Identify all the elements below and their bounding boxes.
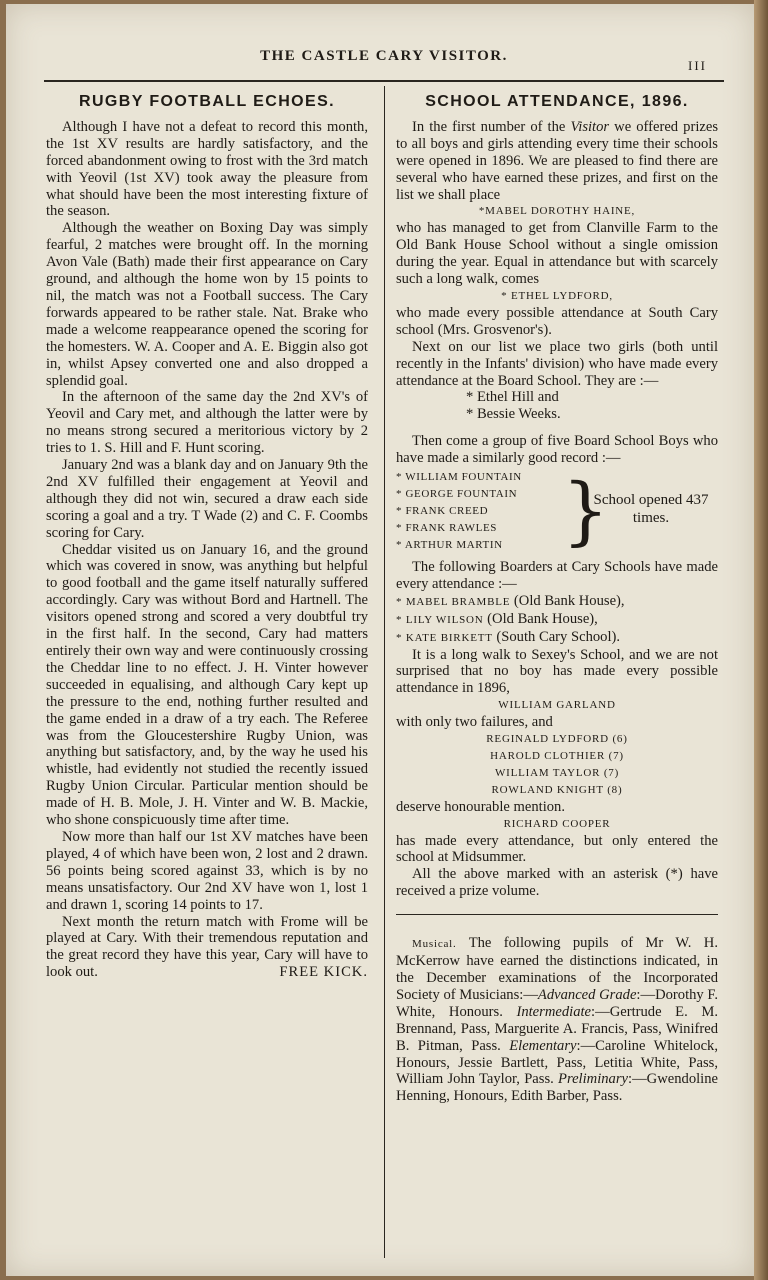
musical-text: :—Dorothy F. White, Honours. — [396, 986, 718, 1020]
school-text-2: who made every possible attendance at South Cary school (Mrs. Grosvenor's). — [396, 304, 718, 338]
rugby-paragraph-6: Now more than half our 1st XV matches have been played, 4 of which have been won, 2 lost and 2 drawn. 56 points being scored against 33, which is by no means unsatisfactory. Our 2nd XV have won 1, lost 1 and drawn 1, scoring 14 points to 17. — [46, 828, 368, 913]
boys-list — [396, 469, 522, 554]
musical-lead: Musical. — [412, 938, 457, 951]
musical-text: :—Gwendoline Henning, Honours, Edith Barber, Pass. — [396, 1071, 718, 1105]
intro-text-2: we offered prizes to all boys and girls attending every time their schools were opened in 1896. We are pleased to find there are several who have earned these prizes, and first on the list we shall place — [396, 118, 719, 203]
boarder-item — [396, 611, 718, 629]
curly-brace-icon: } — [562, 468, 610, 555]
school-column — [396, 90, 718, 1105]
rugby-column — [46, 90, 368, 981]
musical-paragraph — [396, 935, 718, 1105]
name-garland: WILLIAM GARLAND — [498, 699, 616, 712]
boy-item: * ARTHUR MARTIN — [396, 539, 503, 552]
musical-text: :—Gertrude E. M. Brennand, Pass, Marguerite A. Francis, Pass, Winifred B. Pitman, Pass. — [396, 1003, 718, 1054]
school-text-6: It is a long walk to Sexey's School, and we are not surprised that no boy has made every possible attendance in 1896, — [396, 646, 718, 697]
book-edge — [754, 0, 768, 1280]
grade-label: Preliminary — [558, 1071, 629, 1088]
intro-text: In the first number of the — [412, 118, 571, 135]
school-text-9: has made every attendance, but only entered the school at Midsummer. — [396, 832, 718, 866]
grade-label: Intermediate — [516, 1003, 592, 1020]
page-number: III — [688, 58, 707, 73]
mention-item: ROWLAND KNIGHT (8) — [491, 783, 623, 796]
prize-name-haine: *MABEL DOROTHY HAINE, — [478, 205, 636, 218]
boy-item: * WILLIAM FOUNTAIN — [396, 471, 522, 484]
name-cooper: RICHARD COOPER — [503, 817, 611, 830]
girl-ethel-hill: * Ethel Hill and — [466, 389, 559, 406]
boarder-name: * KATE BIRKETT — [396, 631, 493, 644]
boarder-item — [396, 629, 718, 647]
rugby-paragraph-4: January 2nd was a blank day and on January 9th the 2nd XV fulfilled their engagement at Yeovil and although they did not win, secured a draw each side scoring a goal and a try. T Wade (2) and C. F. Coombs scoring for Cary. — [46, 457, 368, 541]
school-text-1: who has managed to get from Clanville Farm to the Old Bank House School without a single omission during the year. Equal in attendance but with scarcely such a long walk, comes — [396, 220, 718, 288]
rugby-paragraph-1: Although I have not a defeat to record this month, the 1st XV results are hardly satisfactory, and the forced abandonment owing to frost with the 3rd match with Yeovil (1st XV) took away the pleasure from what should have been the most interesting fixture of the season. — [46, 118, 368, 220]
school-opened-note: School opened 437 times. — [593, 492, 709, 527]
boy-item: * GEORGE FOUNTAIN — [396, 488, 518, 501]
section-rule — [396, 914, 718, 915]
school-text-10: All the above marked with an asterisk (*) have received a prize volume. — [396, 866, 718, 900]
musical-text: The following pupils of Mr W. H. McKerrow have earned the distinctions indicated, in the December examinations of the Incorporated Society of Musicians:— — [396, 935, 718, 1003]
school-heading: SCHOOL ATTENDANCE, 1896. — [425, 93, 689, 110]
boarder-place: (South Cary School). — [492, 628, 621, 645]
grade-label: Advanced Grade — [537, 986, 637, 1003]
rugby-paragraph-5: Cheddar visited us on January 16, and the ground which was covered in snow, was anything but helpful to good football and the game itself naturally suffered accordingly. Cary was without Bord and Hartnell. The visitors opened strong and scored a very doubtful try in the first half. In the second, Cary had matters entirely their own way and were continuously crossing the Cheddar line to no effect. J. H. Vinter however succeeded in equalising, and although Cary kept up the pressure to the end, nothing further resulted and the game ended in a draw of a try each. The Referee was from the Gloucestershire Rugby Union, was anything but satisfactory, and, by the way he used his whistle, had evidently not studied the recently issued Rugby Union Circular. Particular mention should be made of H. B. Mole, J. H. Vinter and W. B. Mackie, who shone conspicuously time after time. — [46, 541, 368, 829]
rugby-paragraph-7 — [46, 914, 368, 982]
author-signature: FREE KICK. — [279, 964, 368, 981]
school-intro — [396, 119, 718, 204]
prize-name-lydford: * ETHEL LYDFORD, — [501, 289, 613, 302]
mention-item: REGINALD LYDFORD (6) — [486, 733, 628, 746]
grade-label: Elementary — [509, 1037, 577, 1054]
school-text-8: deserve honourable mention. — [396, 798, 565, 815]
mention-item: WILLIAM TAYLOR (7) — [494, 766, 620, 779]
publication-title: THE CASTLE CARY VISITOR. — [260, 48, 508, 64]
boys-list-block — [396, 469, 718, 555]
mention-item: HAROLD CLOTHIER (7) — [490, 750, 624, 762]
boy-item: * FRANK CREED — [396, 505, 489, 518]
boarder-name: * MABEL BRAMBLE — [396, 595, 511, 608]
boarder-item — [396, 593, 718, 611]
column-divider — [384, 86, 385, 1258]
boarder-place: (Old Bank House), — [510, 592, 625, 609]
boarder-name: * LILY WILSON — [396, 613, 484, 626]
boy-item: * FRANK RAWLES — [396, 522, 498, 535]
visitor-title: Visitor — [570, 118, 610, 135]
rugby-paragraph-3: In the afternoon of the same day the 2nd XV's of Yeovil and Cary met, and although the latter were by no means strong secured a meritorious victory by 2 tries to 1. S. Hill and F. Hunt scoring. — [46, 389, 368, 457]
rugby-heading: RUGBY FOOTBALL ECHOES. — [78, 93, 335, 110]
musical-text: :—Caroline Whitelock, Honours, Jessie Bartlett, Pass, Letitia White, Pass, William John Taylor, Pass. — [396, 1037, 718, 1088]
girl-bessie-weeks: * Bessie Weeks. — [466, 406, 561, 423]
rugby-paragraph-2: Although the weather on Boxing Day was simply fearful, 2 matches were brought off. In the morning Avon Vale (Bath) made their first appearance on Cary ground, and although the home won by 15 points to nil, the match was not a Football success. The Cary forwards appeared to be rather stale. Nat. Brake who made a welcome reappearance opened the scoring for the homesters. W. A. Cooper and A. E. Biggin also got in, whilst Apsey converted one and also dropped a splendid goal. — [46, 220, 368, 389]
school-text-5: The following Boarders at Cary Schools have made every attendance :— — [396, 559, 718, 592]
rugby-p7-text: Next month the return match with Frome will be played at Cary. With their tremendous reputation and the great record they have this year, Cary will have to look out. — [46, 913, 368, 981]
school-text-4: Then come a group of five Board School Boys who have made a similarly good record :— — [396, 433, 718, 467]
boarder-place: (Old Bank House), — [483, 610, 598, 627]
header-rule — [44, 80, 724, 82]
school-text-3: Next on our list we place two girls (both until recently in the Infants' division) who have made every attendance at the Board School. They are :— — [396, 338, 718, 389]
school-text-7: with only two failures, and — [396, 714, 553, 731]
